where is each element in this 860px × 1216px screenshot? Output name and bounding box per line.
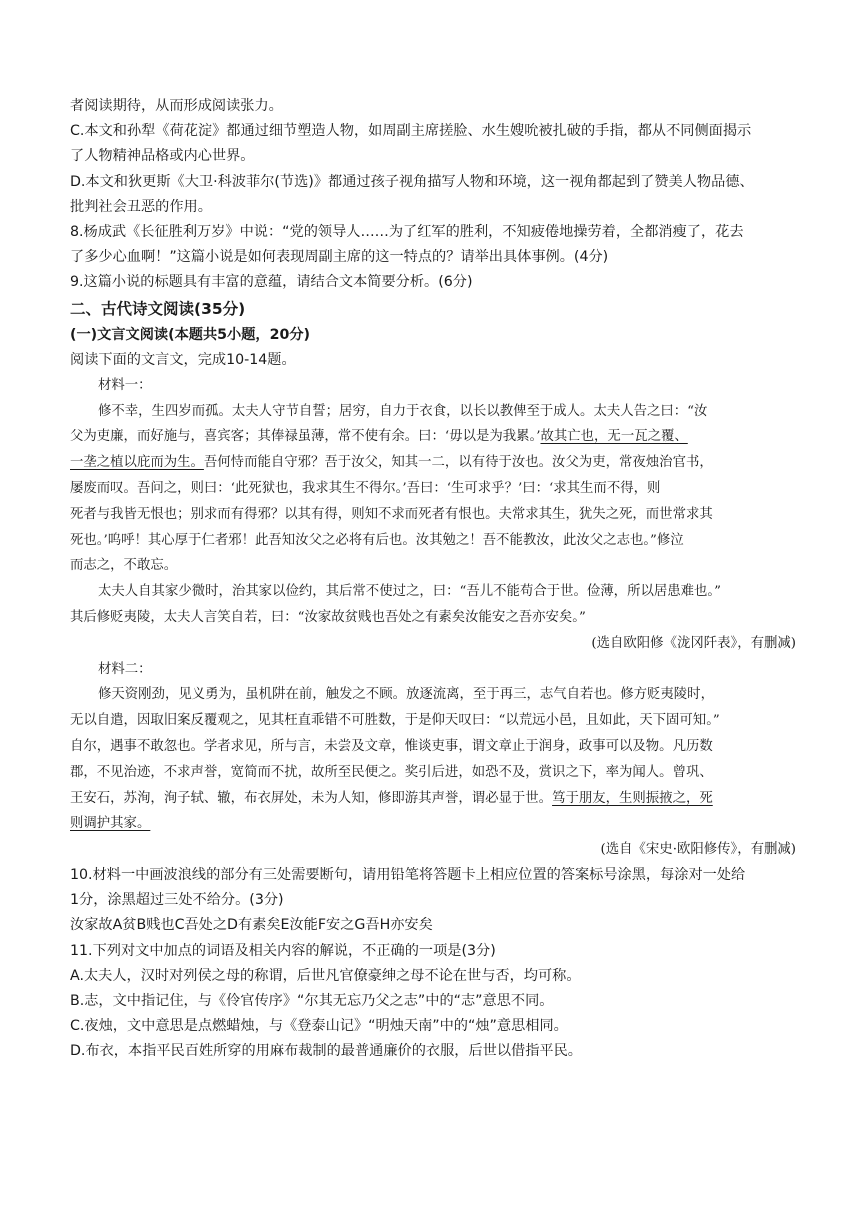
q7-option-c-line1: C.本文和孙犁《荷花淀》都通过细节塑造人物，如周副主席搓脸、水生嫂吮被扎破的手指，都从不同侧面揭示 (70, 123, 752, 140)
q7-continuation: 者阅读期待，从而形成阅读张力。 (70, 98, 283, 114)
exam-page (70, 94, 796, 1065)
question-11-option-a: A.太夫人，汉时对列侯之母的称谓，后世凡官僚豪绅之母不论在世与否，均可称。 (70, 967, 581, 984)
material-1-line: 修不幸，生四岁而孤。太夫人守节自誓；居穷，自力于衣食，以长以教俾至于成人。太夫人告之曰：“汝 (98, 403, 708, 419)
q7-option-c-line2: 了人物精神品格或内心世界。 (70, 148, 255, 165)
material-2-line: 修天资刚劲，见义勇为，虽机阱在前，触发之不顾。放逐流离，至于再三，志气自若也。修方贬夷陵时， (98, 687, 714, 703)
material-1-wavy-passage: 其后修贬夷陵，太夫人言笑自若，曰：“汝家故贫贱也吾处之有素矣汝能安之吾亦安矣。” (70, 610, 586, 625)
question-11-option-b: B.志，文中指记住，与《伶官传序》“尔其无忘乃父之志”中的“志”意思不同。 (70, 992, 554, 1009)
underlined-sentence: 故其亡也，无一瓦之覆、 (540, 429, 688, 445)
reading-instruction: 阅读下面的文言文，完成10-14题。 (70, 351, 296, 368)
question-11-option-c: C.夜烛，文中意思是点燃蜡烛，与《登泰山记》“明烛天南”中的“烛”意思相同。 (70, 1018, 568, 1035)
question-11-stem: 11.下列对文中加点的词语及相关内容的解说，不正确的一项是(3分) (70, 942, 496, 959)
question-8-line1: 8.杨成武《长征胜利万岁》中说：“党的领导人……为了红军的胜利，不知疲倦地操劳着，全都消瘦了，花去 (70, 224, 744, 241)
material-1-line: 而志之，不敢忘。 (70, 558, 178, 574)
material-2-line (70, 811, 796, 837)
underlined-sentence: 笃于朋友，生则振掖之，死 (552, 790, 713, 806)
section-heading: 二、古代诗文阅读(35分) (70, 299, 246, 318)
question-10-line1: 10.材料一中画波浪线的部分有三处需要断句，请用铅笔将答题卡上相应位置的答案标号涂黑，每涂对一处给 (70, 866, 746, 883)
underlined-sentence: 则调护其家。 (70, 816, 151, 832)
question-9: 9.这篇小说的标题具有丰富的意蕴，请结合文本简要分析。(6分) (70, 274, 473, 291)
question-11-option-d: D.布衣，本指平民百姓所穿的用麻布裁制的最普通廉价的衣服，后世以借指平民。 (70, 1043, 582, 1060)
material-2-line: 无以自遣，因取旧案反覆观之，见其枉直乖错不可胜数，于是仰天叹曰：“以荒远小邑，且如此，天下固可知。” (70, 713, 720, 729)
material-2-line: 王安石，苏洵，洵子轼、辙，布衣屏处，未为人知，修即游其声誉，谓必显于世。笃于朋友，生则振掖之，死 (70, 790, 713, 806)
material-1-line: 太夫人自其家少微时，治其家以俭约，其后常不使过之，曰：“吾儿不能苟合于世。俭薄，所以居患难也。” (98, 584, 721, 600)
q7-option-d-line2: 批判社会丑恶的作用。 (70, 198, 212, 215)
question-10-line2: 1分，涂黑超过三处不给分。(3分) (70, 892, 284, 909)
underlined-sentence: 一垄之植以庇而为生。 (70, 455, 204, 471)
material-1-line: 死者与我皆无恨也；别求而有得邪？以其有得，则知不求而死者有恨也。夫常求其生，犹失之死，而世常求其 (70, 506, 713, 522)
material-1-line: 死也。’呜呼！其心厚于仁者邪！此吾知汝父之必将有后也。汝其勉之！吾不能教汝，此汝父之志也。”修泣 (70, 532, 684, 548)
material-2-line: 自尔，遇事不敢忽也。学者求见，所与言，未尝及文章，惟谈吏事，谓文章止于润身，政事可以及物。凡历数 (70, 738, 713, 754)
material-1-line: 屡废而叹。吾问之，则曰：‘此死狱也，我求其生不得尔。’吾曰：‘生可求乎？’曰：‘求其生而不得，则 (70, 481, 661, 497)
question-8-line2: 了多少心血啊！”这篇小说是如何表现周副主席的这一特点的？请举出具体事例。(4分) (70, 249, 609, 266)
material-1-label: 材料一： (98, 377, 152, 393)
material-2-label: 材料二： (98, 661, 152, 677)
subsection-heading: (一)文言文阅读(本题共5小题，20分) (70, 326, 310, 343)
q7-option-d-line1: D.本文和狄更斯《大卫·科波菲尔(节选)》都通过孩子视角描写人物和环境，这一视角都起到了赞美人物品德、 (70, 173, 754, 190)
material-2-line: 郡，不见治迹，不求声誉，宽简而不扰，故所至民便之。奖引后进，如恐不及，赏识之下，率为闻人。曾巩、 (70, 764, 713, 780)
material-2-source: (选自《宋史·欧阳修传》，有删减) (600, 842, 796, 858)
material-1-line: 一垄之植以庇而为生。吾何恃而能自守邪？吾于汝父，知其一二，以有待于汝也。汝父为吏，常夜烛治官书， (70, 455, 713, 471)
material-1-line: 父为吏廉，而好施与，喜宾客；其俸禄虽薄，常不使有余。曰：‘毋以是为我累。’故其亡也，无一瓦之覆、 (70, 429, 688, 445)
material-1-source: (选自欧阳修《泷冈阡表》，有删减) (591, 635, 796, 651)
question-10-options: 汝家故A贫B贱也C吾处之D有素矣E汝能F安之G吾H亦安矣 (70, 917, 433, 934)
